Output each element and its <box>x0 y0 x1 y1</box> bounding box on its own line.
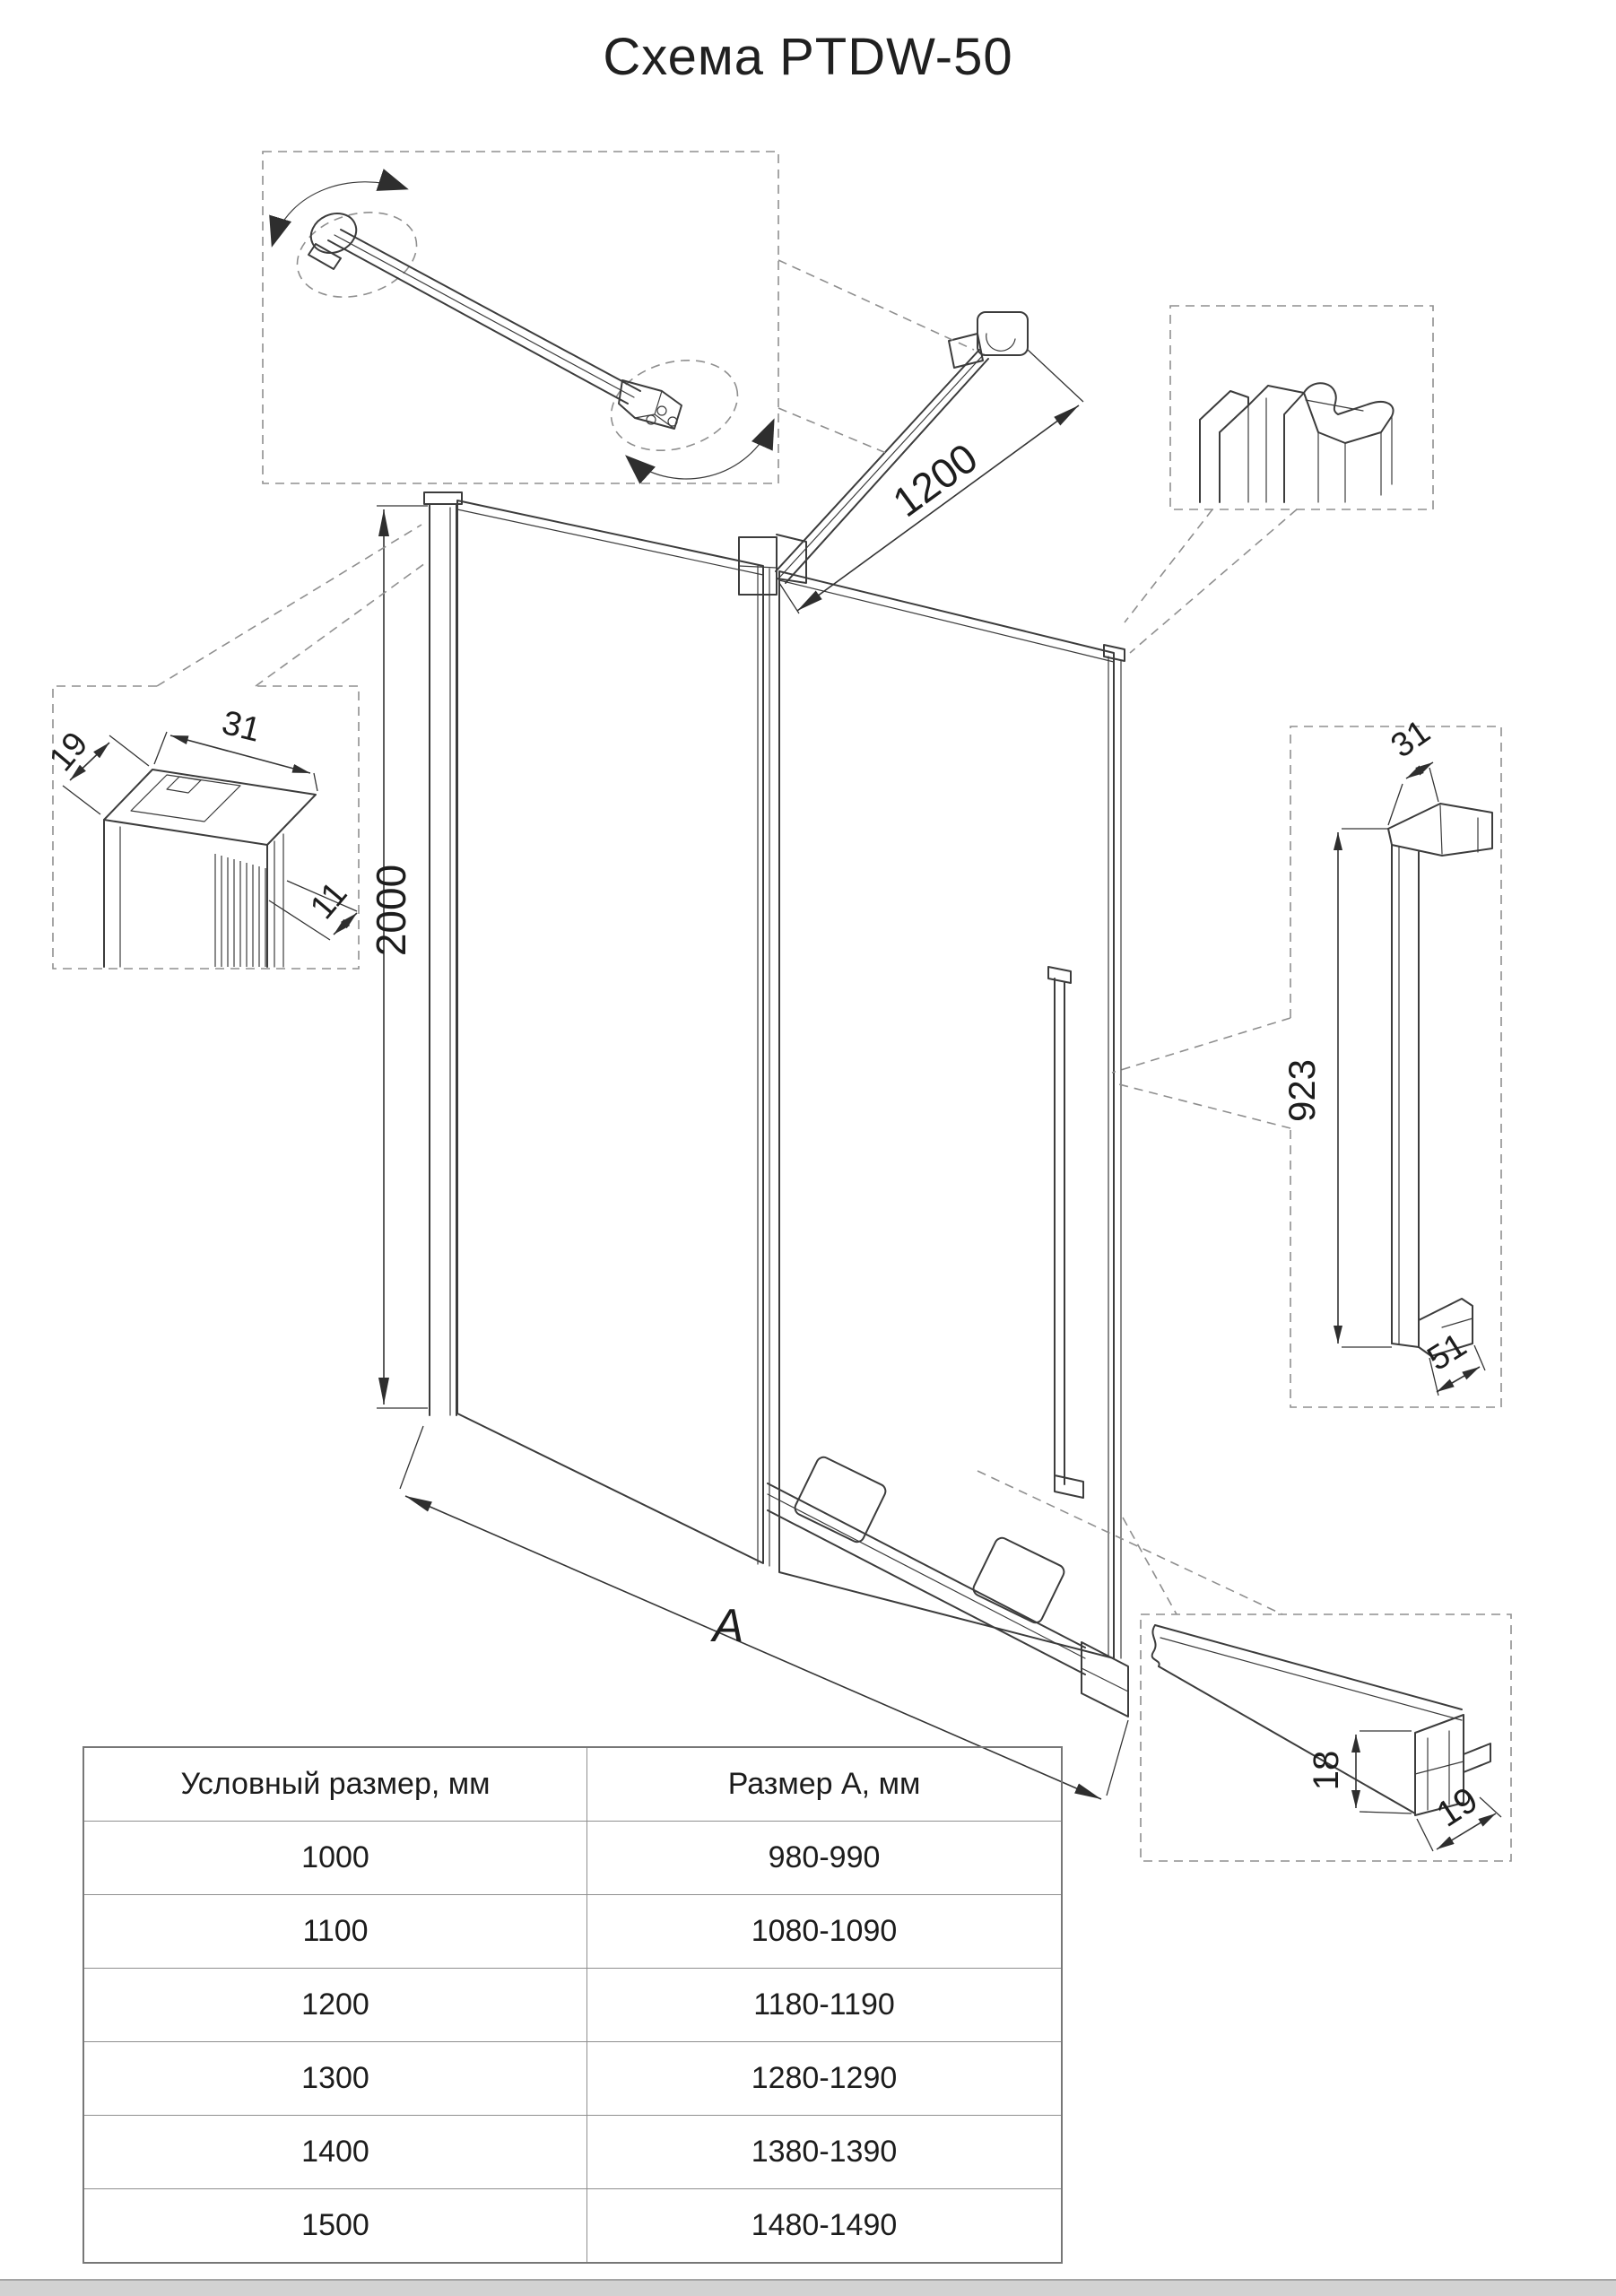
table-header-row <box>83 1747 1062 1822</box>
col-header-nominal-size: Условный размер, мм <box>83 1747 587 1822</box>
rail-guide-block <box>971 1535 1066 1625</box>
dim-label-handle-width: 51 <box>1421 1326 1473 1378</box>
dim-label-1200: 1200 <box>883 433 986 526</box>
col-header-size-a: Размер А, мм <box>587 1747 1063 1822</box>
door-handle <box>1048 967 1083 1498</box>
dim-label-rail-height: 18 <box>1307 1750 1346 1791</box>
top-clamp <box>739 535 806 595</box>
fixed-panel <box>457 500 763 1563</box>
dim-label-handle-height: 923 <box>1281 1058 1323 1123</box>
wall-profile <box>424 492 462 1415</box>
detail-wall-profile-section <box>1125 306 1433 653</box>
size-a-range: 1180-1190 <box>587 1969 1063 2042</box>
size-a-range: 1380-1390 <box>587 2116 1063 2189</box>
dim-label-handle-depth: 31 <box>1384 712 1438 766</box>
dimension-bar-length <box>779 350 1083 613</box>
table-row <box>83 2189 1062 2264</box>
dim-label-a: A <box>712 1600 744 1652</box>
size-a-range: 1480-1490 <box>587 2189 1063 2264</box>
table-row <box>83 1895 1062 1969</box>
nominal-size: 1100 <box>83 1895 587 1969</box>
dim-label-profile-glass-gap: 11 <box>303 874 355 926</box>
dim-label-profile-width: 31 <box>218 703 265 750</box>
main-drawing <box>368 312 1128 1799</box>
size-table <box>83 1746 1063 2264</box>
detail-handle <box>1112 713 1501 1407</box>
page-bottom-strip <box>0 2279 1616 2296</box>
table-row <box>83 2116 1062 2189</box>
support-bar <box>776 312 1028 583</box>
size-a-range: 1080-1090 <box>587 1895 1063 1969</box>
nominal-size: 1300 <box>83 2042 587 2116</box>
page-title: Схема PTDW-50 <box>603 28 1013 86</box>
nominal-size: 1200 <box>83 1969 587 2042</box>
table-row <box>83 1969 1062 2042</box>
size-a-range: 1280-1290 <box>587 2042 1063 2116</box>
nominal-size: 1400 <box>83 2116 587 2189</box>
dimension-height <box>368 506 428 1408</box>
dim-label-rail-depth: 19 <box>1429 1779 1485 1835</box>
nominal-size: 1500 <box>83 2189 587 2264</box>
dim-label-2000: 2000 <box>368 864 414 957</box>
size-a-range: 980-990 <box>587 1822 1063 1895</box>
dim-label-profile-depth: 19 <box>42 725 96 778</box>
table-row <box>83 1822 1062 1895</box>
table-row <box>83 2042 1062 2116</box>
detail-support-bar <box>263 152 974 483</box>
nominal-size: 1000 <box>83 1822 587 1895</box>
